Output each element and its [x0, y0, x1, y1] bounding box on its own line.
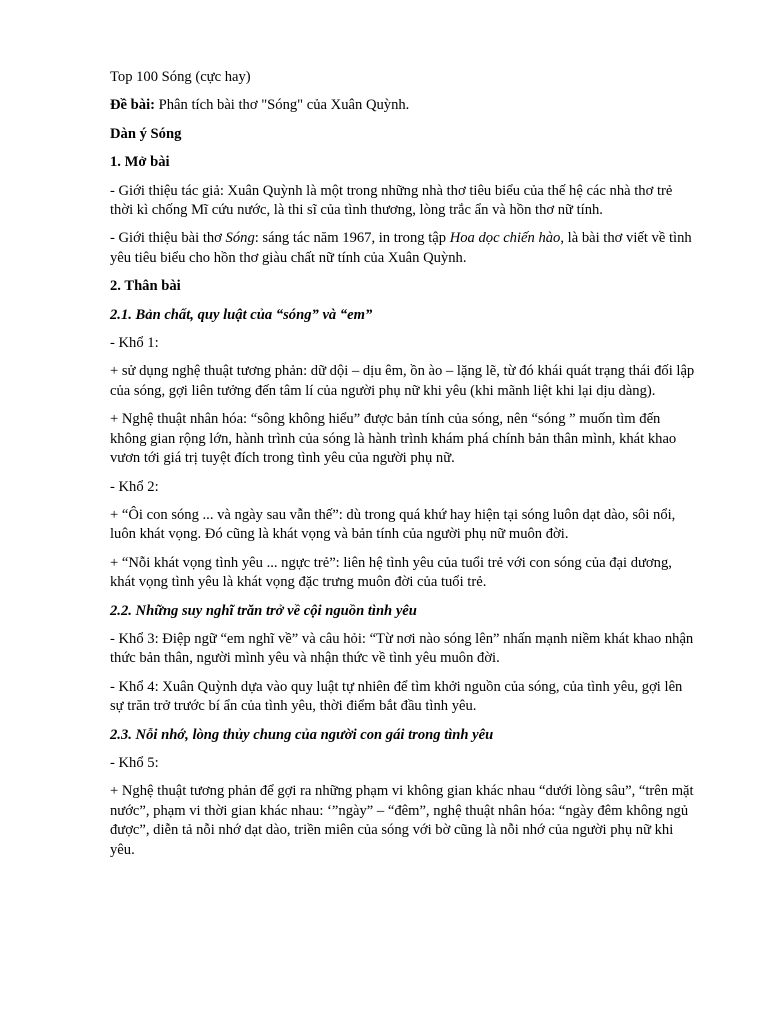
poem-title-italic: Sóng: [225, 230, 255, 247]
collection-title-italic: Hoa dọc chiến hào: [449, 230, 561, 247]
intro-poem-text-c: : sáng tác năm 1967, in trong tập: [254, 230, 450, 247]
stanza-1-label: - Khổ 1:: [110, 335, 159, 352]
stanza-1-point-1: + sử dụng nghệ thuật tương phản: dữ dội – dịu êm, ồn ào – lặng lẽ, từ đó khái quát trạng thái đối lập của sóng, gợi liên tưởng đến tâm lí của người phụ nữ khi yêu (khi mãnh liệt khi lại dịu dàng).: [110, 363, 695, 399]
document-title: Top 100 Sóng (cực hay): [110, 69, 251, 85]
outline-title: Dàn ý Sóng: [110, 125, 182, 142]
subsection-heading-2-1: 2.1. Bản chất, quy luật của “sóng” và “em”: [110, 306, 373, 323]
stanza-2-label: - Khổ 2:: [110, 478, 159, 495]
topic-label: Đề bài:: [110, 97, 155, 114]
stanza-2-point-2: + “Nỗi khát vọng tình yêu ... ngực trẻ”: liên hệ tình yêu của tuổi trẻ với con sóng của đại dương, khát vọng tình yêu là khát vọng đặc trưng muôn đời của tuổi trẻ.: [110, 554, 672, 591]
stanza-5-point-1: + Nghệ thuật tương phản để gợi ra những phạm vi không gian khác nhau “dưới lòng sâu”, “trên mặt nước”, phạm vi thời gian khác nhau: ‘”ngày” – “đêm”, nghệ thuật nhân hóa: “ngày đêm không ngủ được”, diễn tả nỗi nhớ dạt dào, triền miên của sóng với bờ cũng là nỗi nhớ của người phụ nữ khi yêu.: [110, 783, 694, 858]
stanza-5-label: - Khổ 5:: [110, 754, 159, 771]
topic-text: Phân tích bài thơ "Sóng" của Xuân Quỳnh.: [155, 97, 410, 114]
intro-poem-text-e: , là bài thơ viết về tình yêu tiêu biểu cho hồn thơ giàu chất nữ tính của Xuân Quỳnh.: [110, 230, 692, 266]
intro-poem-text-a: - Giới thiệu bài thơ: [110, 230, 226, 247]
subsection-heading-2-3: 2.3. Nỗi nhớ, lòng thủy chung của người con gái trong tình yêu: [110, 726, 494, 743]
stanza-4-paragraph: - Khổ 4: Xuân Quỳnh dựa vào quy luật tự nhiên để tìm khởi nguồn của sóng, của tình yêu, gợi lên sự trăn trở trước bí ẩn của tình yêu, thời điểm bắt đầu tình yêu.: [110, 678, 683, 715]
document-body: [110, 68, 696, 869]
intro-author-paragraph: - Giới thiệu tác giả: Xuân Quỳnh là một trong những nhà thơ tiêu biểu của thế hệ các nhà thơ trẻ thời kì chống Mĩ cứu nước, là thi sĩ của tình thương, lòng trắc ẩn và hồn thơ nữ tính.: [110, 182, 673, 219]
section-heading-body: 2. Thân bài: [110, 278, 181, 295]
stanza-1-point-2: + Nghệ thuật nhân hóa: “sông không hiểu” được bản tính của sóng, nên “sóng ” muốn tìm đến không gian rộng lớn, hành trình của sóng là hành trình khám phá chính bản thân mình, khát khao vươn tới giá trị tuyệt đích trong tình yêu của người phụ nữ.: [110, 411, 677, 467]
stanza-3-paragraph: - Khổ 3: Điệp ngữ “em nghĩ về” và câu hỏi: “Từ nơi nào sóng lên” nhấn mạnh niềm khát khao nhận thức bản thân, người mình yêu và nhận thức về tình yêu muôn đời.: [110, 630, 694, 667]
stanza-2-point-1: + “Ôi con sóng ... và ngày sau vẫn thế”: dù trong quá khứ hay hiện tại sóng luôn dạt dào, sôi nổi, luôn khát vọng. Đó cũng là khát vọng và bản tính của người phụ nữ muôn đời.: [110, 506, 676, 543]
section-heading-intro: 1. Mở bài: [110, 154, 170, 171]
intro-poem-paragraph: [110, 229, 696, 268]
subsection-heading-2-2: 2.2. Những suy nghĩ trăn trở về cội nguồn tình yêu: [110, 602, 417, 619]
topic-line: [110, 96, 696, 115]
